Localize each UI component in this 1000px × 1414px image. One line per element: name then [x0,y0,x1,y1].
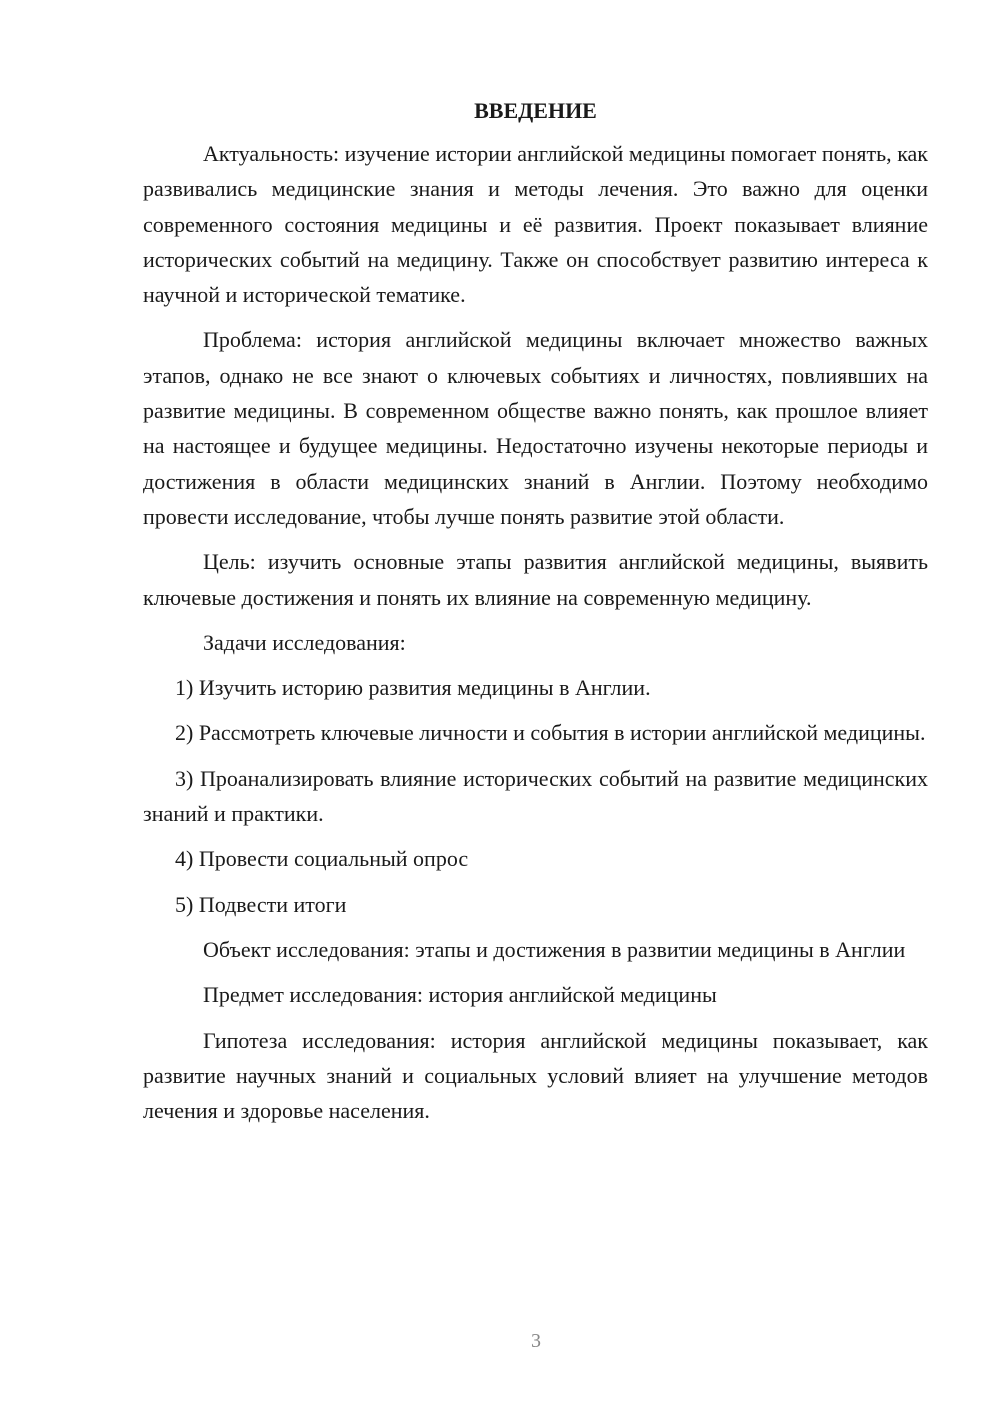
problem-paragraph: Проблема: история английской медицины включает множество важных этапов, однако не все знают о ключевых событиях и личностях, повлиявших на развитие медицины. В современном обществе важно понять, как прошлое влияет на настоящее и будущее медицины. Недостаточно изучены некоторые периоды и достижения в области медицинских знаний в Англии. Поэтому необходимо провести исследование, чтобы лучше понять развитие этой области. [143,327,928,529]
research-subject-paragraph: Предмет исследования: история английской медицины [203,982,717,1008]
research-hypothesis-paragraph: Гипотеза исследования: история английской медицины показывает, как развитие научных знаний и социальных условий влияет на улучшение методов лечения и здоровье населения. [143,1027,928,1124]
relevance-paragraph: Актуальность: изучение истории английской медицины помогает понять, как развивались медицинские знания и методы лечения. Это важно для оценки современного состояния медицины и её развития. Проект показывает влияние исторических событий на медицину. Также он способствует развитию интереса к научной и исторической тематике. [143,141,928,308]
task-item-4: 4) Провести социальный опрос [175,846,469,872]
page-number: 3 [531,1330,541,1352]
task-item-3: 3) Проанализировать влияние исторических событий на развитие медицинских знаний и практики. [143,765,928,827]
task-item-2: 2) Рассмотреть ключевые личности и события в истории английской медицины. [175,720,926,746]
task-item-5: 5) Подвести итоги [175,891,347,917]
section-title: ВВЕДЕНИЕ [474,98,597,123]
goal-paragraph: Цель: изучить основные этапы развития английской медицины, выявить ключевые достижения и понять их влияние на современную медицину. [143,549,928,610]
task-item-1: 1) Изучить историю развития медицины в Англии. [175,675,651,701]
tasks-heading: Задачи исследования: [203,629,406,655]
research-object-paragraph: Объект исследования: этапы и достижения в развитии медицины в Англии [203,936,906,962]
